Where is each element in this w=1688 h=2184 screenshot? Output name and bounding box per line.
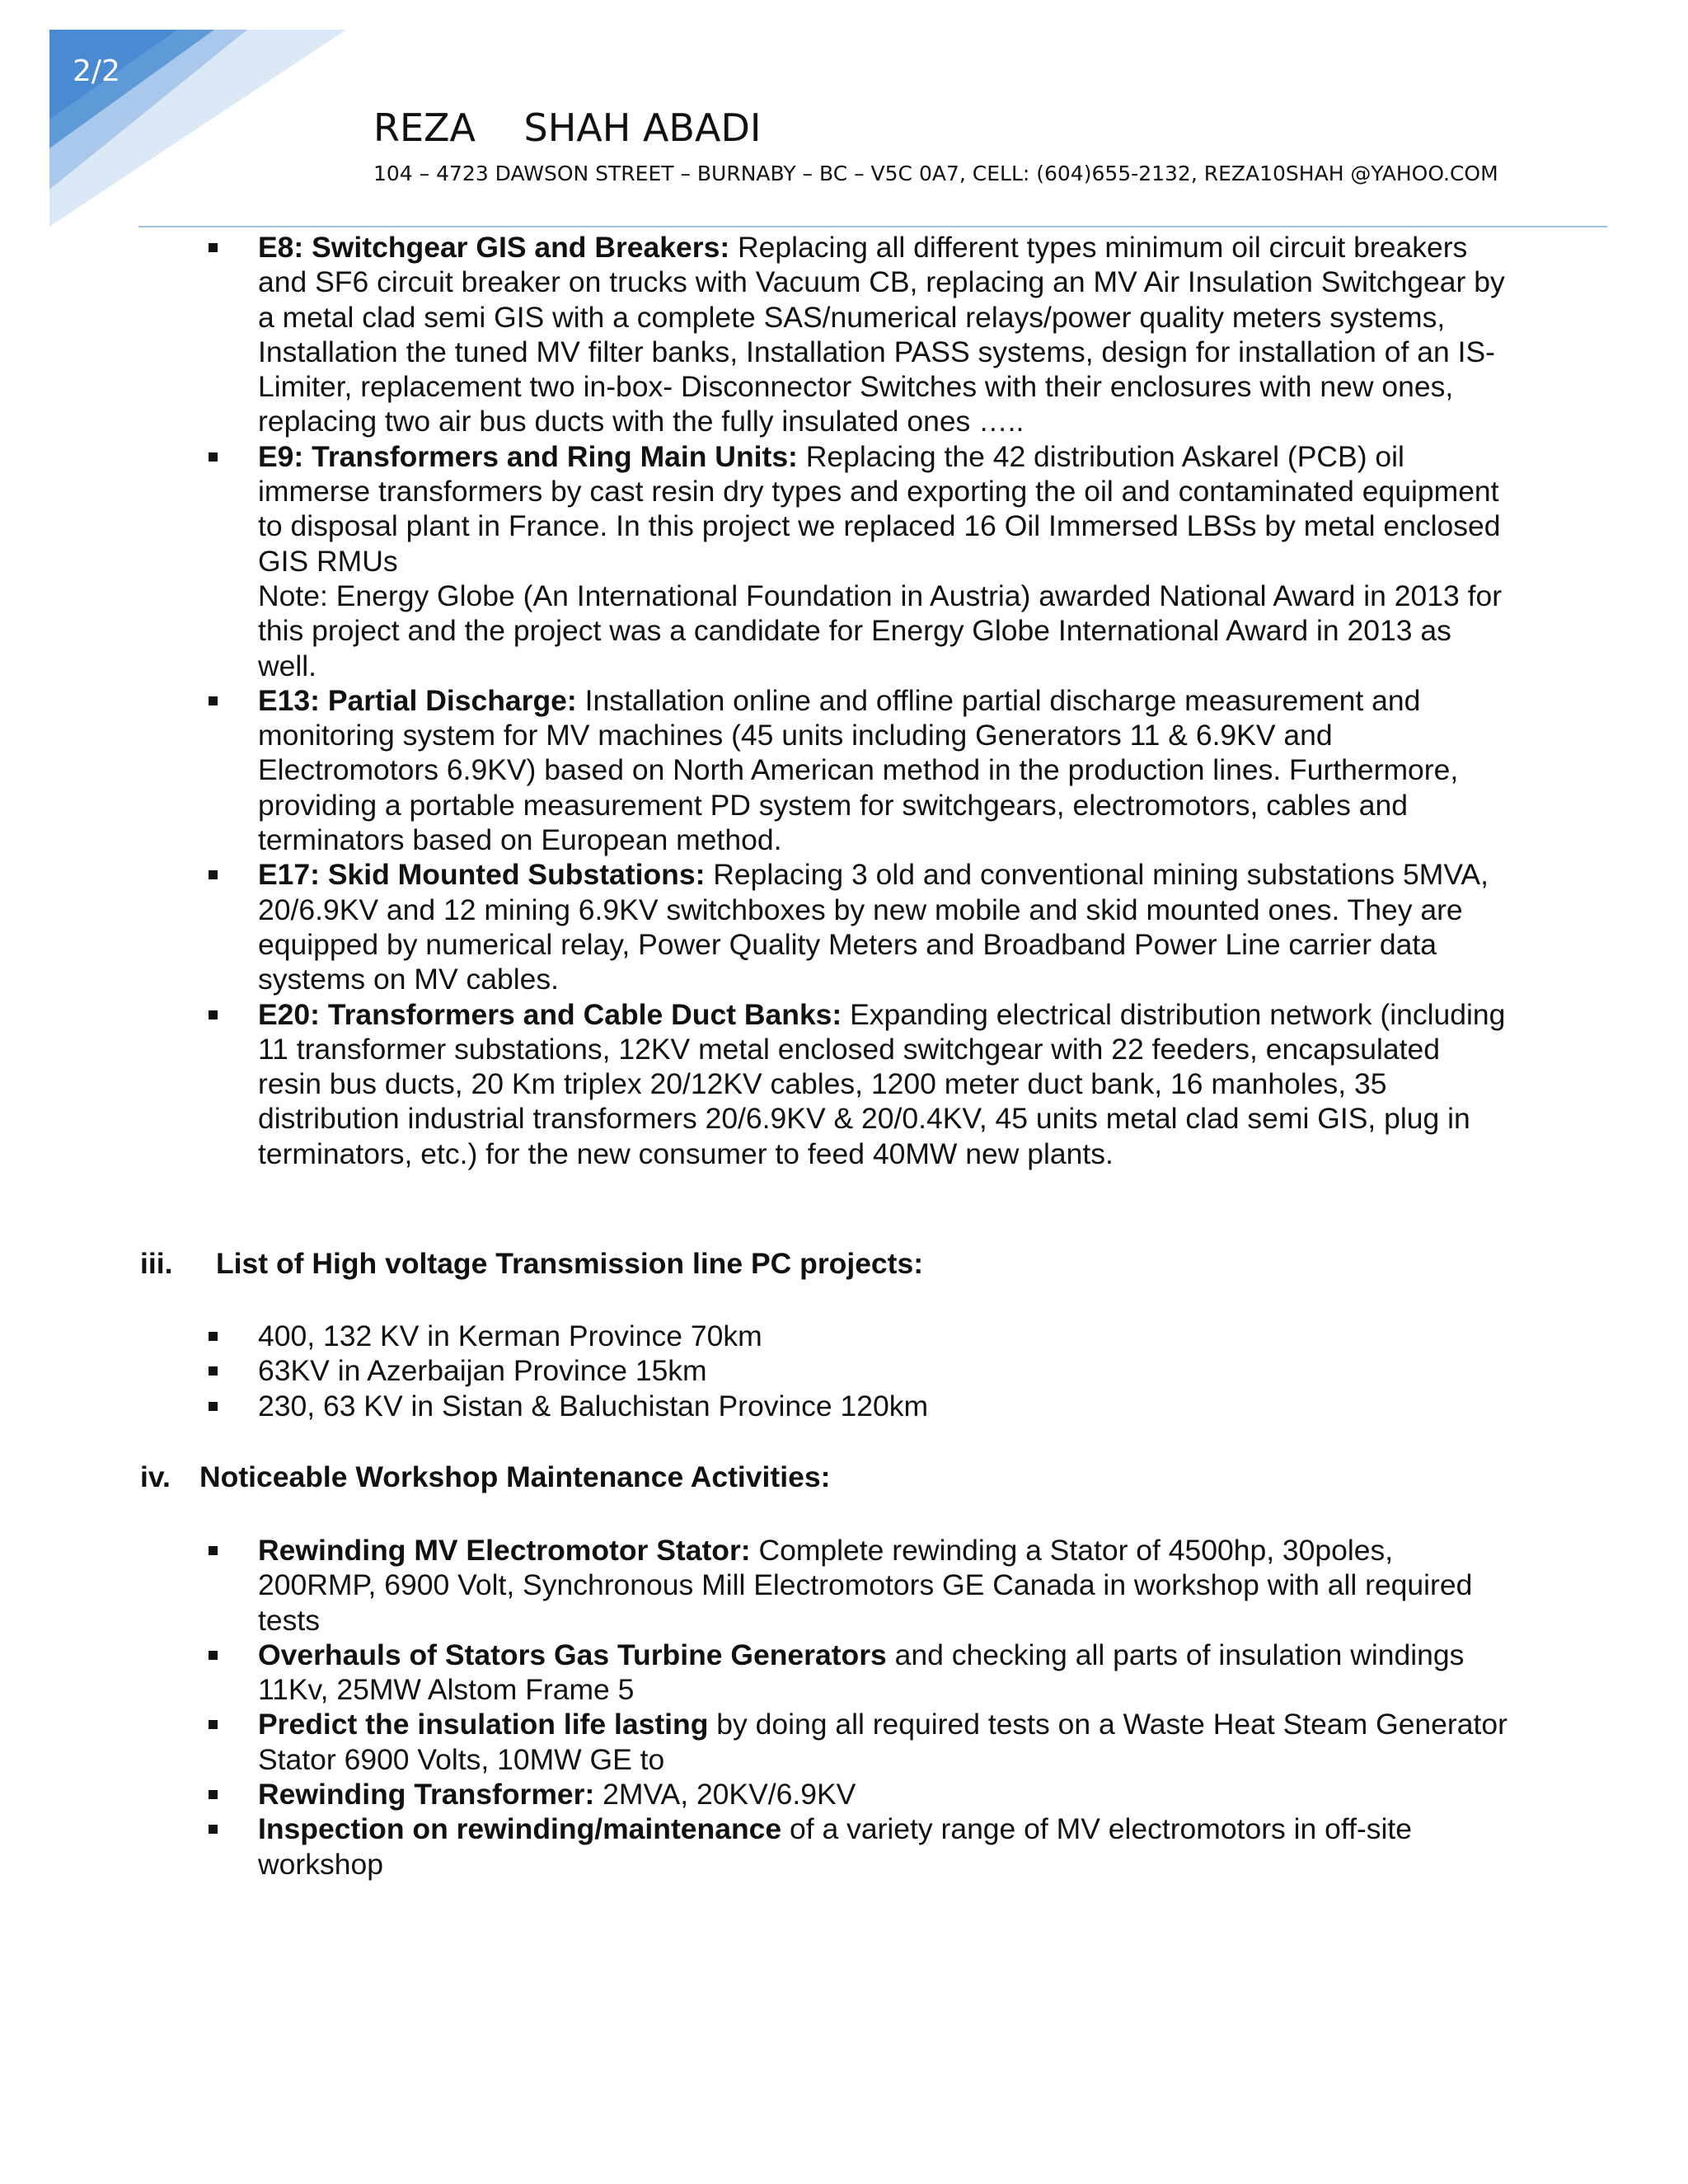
list-item	[209, 1811, 1511, 1882]
item-title: Predict the insulation life lasting	[258, 1708, 709, 1741]
section-title: Noticeable Workshop Maintenance Activities:	[199, 1460, 831, 1493]
resume-name: REZA SHAH ABADI	[373, 105, 762, 150]
list-item	[209, 1319, 1511, 1353]
list-item	[209, 683, 1511, 857]
item-title: Overhauls of Stators Gas Turbine Generators	[258, 1638, 887, 1671]
header-corner-decoration	[0, 0, 354, 239]
list-item	[209, 439, 1511, 683]
item-text: 63KV in Azerbaijan Province 15km	[258, 1354, 707, 1388]
item-title: Inspection on rewinding/maintenance	[258, 1812, 782, 1846]
item-text: 400, 132 KV in Kerman Province 70km	[258, 1319, 762, 1352]
list-item	[209, 1707, 1511, 1777]
item-text: 230, 63 KV in Sistan & Baluchistan Province 120km	[258, 1389, 929, 1422]
item-title: E13: Partial Discharge:	[258, 683, 577, 717]
item-title: E20: Transformers and Cable Duct Banks:	[258, 997, 842, 1031]
list-item	[209, 1353, 1511, 1388]
section-number: iv.	[140, 1460, 171, 1493]
project-list	[209, 230, 1511, 1171]
item-text: Installation online and offline partial discharge measurement and monitoring system for MV machines (45 units including Generators 11 & 6.9KV and Electromotors 6.9KV) based on North American method in the production lines. Furthermore, providing a portable measurement PD system for switchgears, electromotors, cables and terminators based on European method.	[258, 683, 1459, 857]
list-item	[209, 1777, 1511, 1811]
transmission-line-list	[209, 1319, 1511, 1423]
item-text: Replacing the 42 distribution Askarel (PCB) oil immerse transformers by cast resin dry types and exporting the oil and contaminated equipment to disposal plant in France. In this project we replaced 16 Oil Immersed LBSs by metal enclosed GIS RMUs	[258, 439, 1501, 578]
item-text: Complete rewinding a Stator of 4500hp, 30poles, 200RMP, 6900 Volt, Synchronous Mill Electromotors GE Canada in workshop with all required tests	[258, 1534, 1473, 1637]
item-title: E9: Transformers and Ring Main Units:	[258, 439, 798, 473]
item-title: Rewinding MV Electromotor Stator:	[258, 1534, 751, 1567]
item-title: E17: Skid Mounted Substations:	[258, 858, 706, 892]
header-divider	[138, 226, 1607, 227]
list-item	[209, 230, 1511, 439]
section-heading	[140, 1460, 830, 1494]
item-text: Replacing 3 old and conventional mining substations 5MVA, 20/6.9KV and 12 mining 6.9KV switchboxes by new mobile and skid mounted ones. They are equipped by numerical relay, Power Quality Meters and Broadband Power Line carrier data systems on MV cables.	[258, 858, 1489, 996]
section-number: iii.	[140, 1247, 173, 1280]
item-note: Note: Energy Globe (An International Foundation in Austria) awarded National Award in 2013 for this project and the project was a candidate for Energy Globe International Award in 2013 as well.	[258, 579, 1503, 682]
list-item	[209, 1638, 1511, 1708]
section-heading	[140, 1246, 923, 1281]
contact-line: 104 – 4723 DAWSON STREET – BURNABY – BC – V5C 0A7, CELL: (604)655-2132, REZA10SHAH @YAHOO.COM	[373, 162, 1498, 185]
workshop-activity-list	[209, 1533, 1511, 1882]
item-title: E8: Switchgear GIS and Breakers:	[258, 231, 730, 264]
item-text: Expanding electrical distribution network (including 11 transformer substations, 12KV metal enclosed switchgear with 22 feeders, encapsulated resin bus ducts, 20 Km triplex 20/12KV cables, 1200 meter duct bank, 16 manholes, 35 distribution industrial transformers 20/6.9KV & 20/0.4KV, 45 units metal clad semi GIS, plug in terminators, etc.) for the new consumer to feed 40MW new plants.	[258, 997, 1506, 1170]
page-number: 2/2	[73, 54, 120, 88]
item-text: Replacing all different types minimum oil circuit breakers and SF6 circuit breaker on trucks with Vacuum CB, replacing an MV Air Insulation Switchgear by a metal clad semi GIS with a complete SAS/numerical relays/power quality meters systems, Installation the tuned MV filter banks, Installation PASS systems, design for installation of an IS-Limiter, replacement two in-box- Disconnector Switches with their enclosures with new ones, replacing two air bus ducts with the fully insulated ones …..	[258, 231, 1505, 438]
item-text: and checking all parts of insulation windings 11Kv, 25MW Alstom Frame 5	[258, 1638, 1465, 1707]
item-text: of a variety range of MV electromotors in off-site workshop	[258, 1812, 1413, 1881]
list-item	[209, 1389, 1511, 1423]
list-item	[209, 1533, 1511, 1638]
item-text: 2MVA, 20KV/6.9KV	[594, 1778, 856, 1811]
list-item	[209, 857, 1511, 996]
section-title: List of High voltage Transmission line PC projects:	[216, 1247, 924, 1280]
item-title: Rewinding Transformer:	[258, 1778, 595, 1811]
list-item	[209, 997, 1511, 1171]
item-text: by doing all required tests on a Waste Heat Steam Generator Stator 6900 Volts, 10MW GE to	[258, 1708, 1507, 1776]
